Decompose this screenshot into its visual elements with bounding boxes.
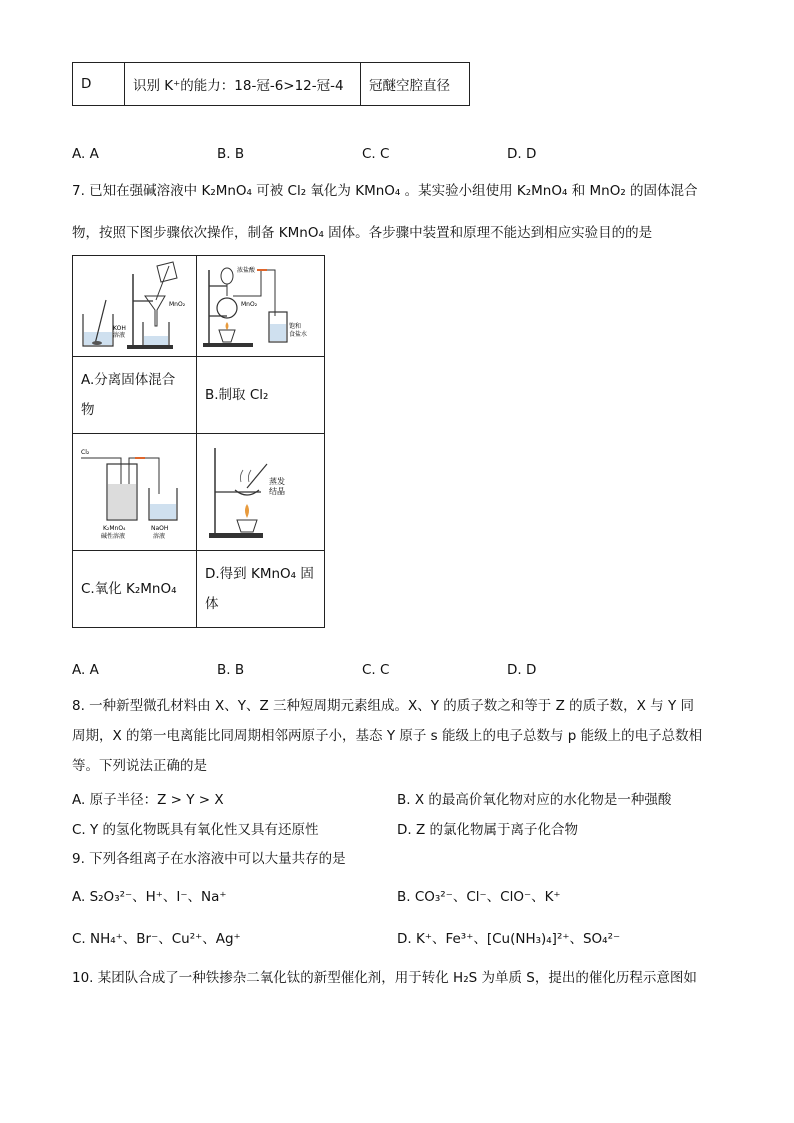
fig-label: 溶液 bbox=[113, 332, 126, 339]
q7-cell-a-line2: 物 bbox=[81, 402, 95, 418]
q9-option-d[interactable]: D. K⁺、Fe³⁺、[Cu(NH₃)₄]²⁺、SO₄²⁻ bbox=[397, 931, 621, 947]
q6-cell-statement: 识别 K⁺的能力：18-冠-6>12-冠-4 bbox=[125, 63, 361, 106]
fig-label: MnO₂ bbox=[169, 301, 186, 308]
q9-option-b[interactable]: B. CO₃²⁻、Cl⁻、ClO⁻、K⁺ bbox=[397, 889, 561, 905]
q8-stem-line2: 周期，X 的第一电离能比同周期相邻两原子小，基态 Y 原子 s 能级上的电子总数与 p 能级上的电子总数相 bbox=[72, 728, 703, 744]
q7-cell-a bbox=[73, 357, 197, 434]
q9-stem: 9. 下列各组离子在水溶液中可以大量共存的是 bbox=[72, 851, 346, 867]
q7-apparatus-table bbox=[72, 255, 325, 628]
q8-option-b[interactable]: B. X 的最高价氧化物对应的水化物是一种强酸 bbox=[397, 792, 672, 808]
fig-label: 结晶 bbox=[269, 487, 285, 496]
q9-option-a[interactable]: A. S₂O₃²⁻、H⁺、I⁻、Na⁺ bbox=[72, 889, 227, 905]
fig-label: 溶液 bbox=[153, 533, 166, 540]
q8-option-d[interactable]: D. Z 的氯化物属于离子化合物 bbox=[397, 822, 579, 838]
oxidation-apparatus-icon bbox=[73, 434, 196, 546]
filtration-apparatus-icon bbox=[73, 256, 196, 352]
q8-stem-line3: 等。下列说法正确的是 bbox=[72, 758, 207, 774]
q6-table bbox=[72, 62, 470, 106]
q6-option-a[interactable]: A. A bbox=[72, 146, 99, 162]
q6-cell-option: D bbox=[73, 63, 125, 106]
fig-label: Cl₂ bbox=[81, 449, 90, 456]
fig-label: 碱性溶液 bbox=[101, 533, 126, 540]
q7-option-a[interactable]: A. A bbox=[72, 662, 99, 678]
fig-label: 浓盐酸 bbox=[237, 267, 256, 274]
q7-option-c[interactable]: C. C bbox=[362, 662, 390, 678]
chlorine-generator-icon bbox=[197, 256, 324, 352]
q7-option-b[interactable]: B. B bbox=[217, 662, 245, 678]
q7-options bbox=[72, 662, 652, 678]
q6-option-c[interactable]: C. C bbox=[362, 146, 390, 162]
q6-option-d[interactable]: D. D bbox=[507, 146, 537, 162]
q8-option-c[interactable]: C. Y 的氢化物既具有氧化性又具有还原性 bbox=[72, 822, 319, 838]
q10-stem-line1: 10. 某团队合成了一种铁掺杂二氧化钛的新型催化剂，用于转化 H₂S 为单质 S，提出的催化历程示意图如 bbox=[72, 970, 697, 986]
q7-option-d[interactable]: D. D bbox=[507, 662, 537, 678]
q7-cell-d bbox=[197, 551, 325, 628]
q8-stem-line1: 8. 一种新型微孔材料由 X、Y、Z 三种短周期元素组成。X、Y 的质子数之和等于 Z 的质子数，X 与 Y 同 bbox=[72, 698, 694, 714]
fig-label: 食盐水 bbox=[289, 331, 308, 338]
q7-figure-c bbox=[73, 434, 197, 551]
q6-option-b[interactable]: B. B bbox=[217, 146, 245, 162]
table-row bbox=[73, 63, 470, 106]
q7-cell-c-label: C.氧化 K₂MnO₄ bbox=[81, 581, 177, 597]
q7-cell-d-line1: D.得到 KMnO₄ 固 bbox=[205, 566, 314, 582]
q7-cell-b bbox=[197, 357, 325, 434]
fig-label: K₂MnO₄ bbox=[103, 525, 126, 532]
q7-stem-line2: 物，按照下图步骤依次操作，制备 KMnO₄ 固体。各步骤中装置和原理不能达到相应实验目的的是 bbox=[72, 225, 653, 241]
fig-label: 蒸发 bbox=[269, 477, 285, 486]
q7-cell-d-line2: 体 bbox=[205, 596, 219, 612]
q6-cell-reason: 冠醚空腔直径 bbox=[361, 63, 470, 106]
q8-option-a[interactable]: A. 原子半径：Z > Y > X bbox=[72, 792, 224, 808]
q7-figure-d bbox=[197, 434, 325, 551]
q9-option-c[interactable]: C. NH₄⁺、Br⁻、Cu²⁺、Ag⁺ bbox=[72, 931, 241, 947]
q7-cell-a-line1: A.分离固体混合 bbox=[81, 372, 176, 388]
fig-label: 饱和 bbox=[289, 323, 302, 330]
evaporation-apparatus-icon bbox=[197, 434, 324, 546]
q7-figure-a bbox=[73, 256, 197, 357]
q7-figure-b bbox=[197, 256, 325, 357]
q6-options bbox=[72, 146, 652, 162]
fig-label: NaOH bbox=[151, 525, 169, 532]
fig-label: KOH bbox=[113, 325, 126, 332]
q7-stem-line1: 7. 已知在强碱溶液中 K₂MnO₄ 可被 Cl₂ 氧化为 KMnO₄ 。某实验小组使用 K₂MnO₄ 和 MnO₂ 的固体混合 bbox=[72, 183, 698, 199]
fig-label: MnO₂ bbox=[241, 301, 258, 308]
q7-cell-c bbox=[73, 551, 197, 628]
q7-cell-b-label: B.制取 Cl₂ bbox=[205, 387, 269, 403]
